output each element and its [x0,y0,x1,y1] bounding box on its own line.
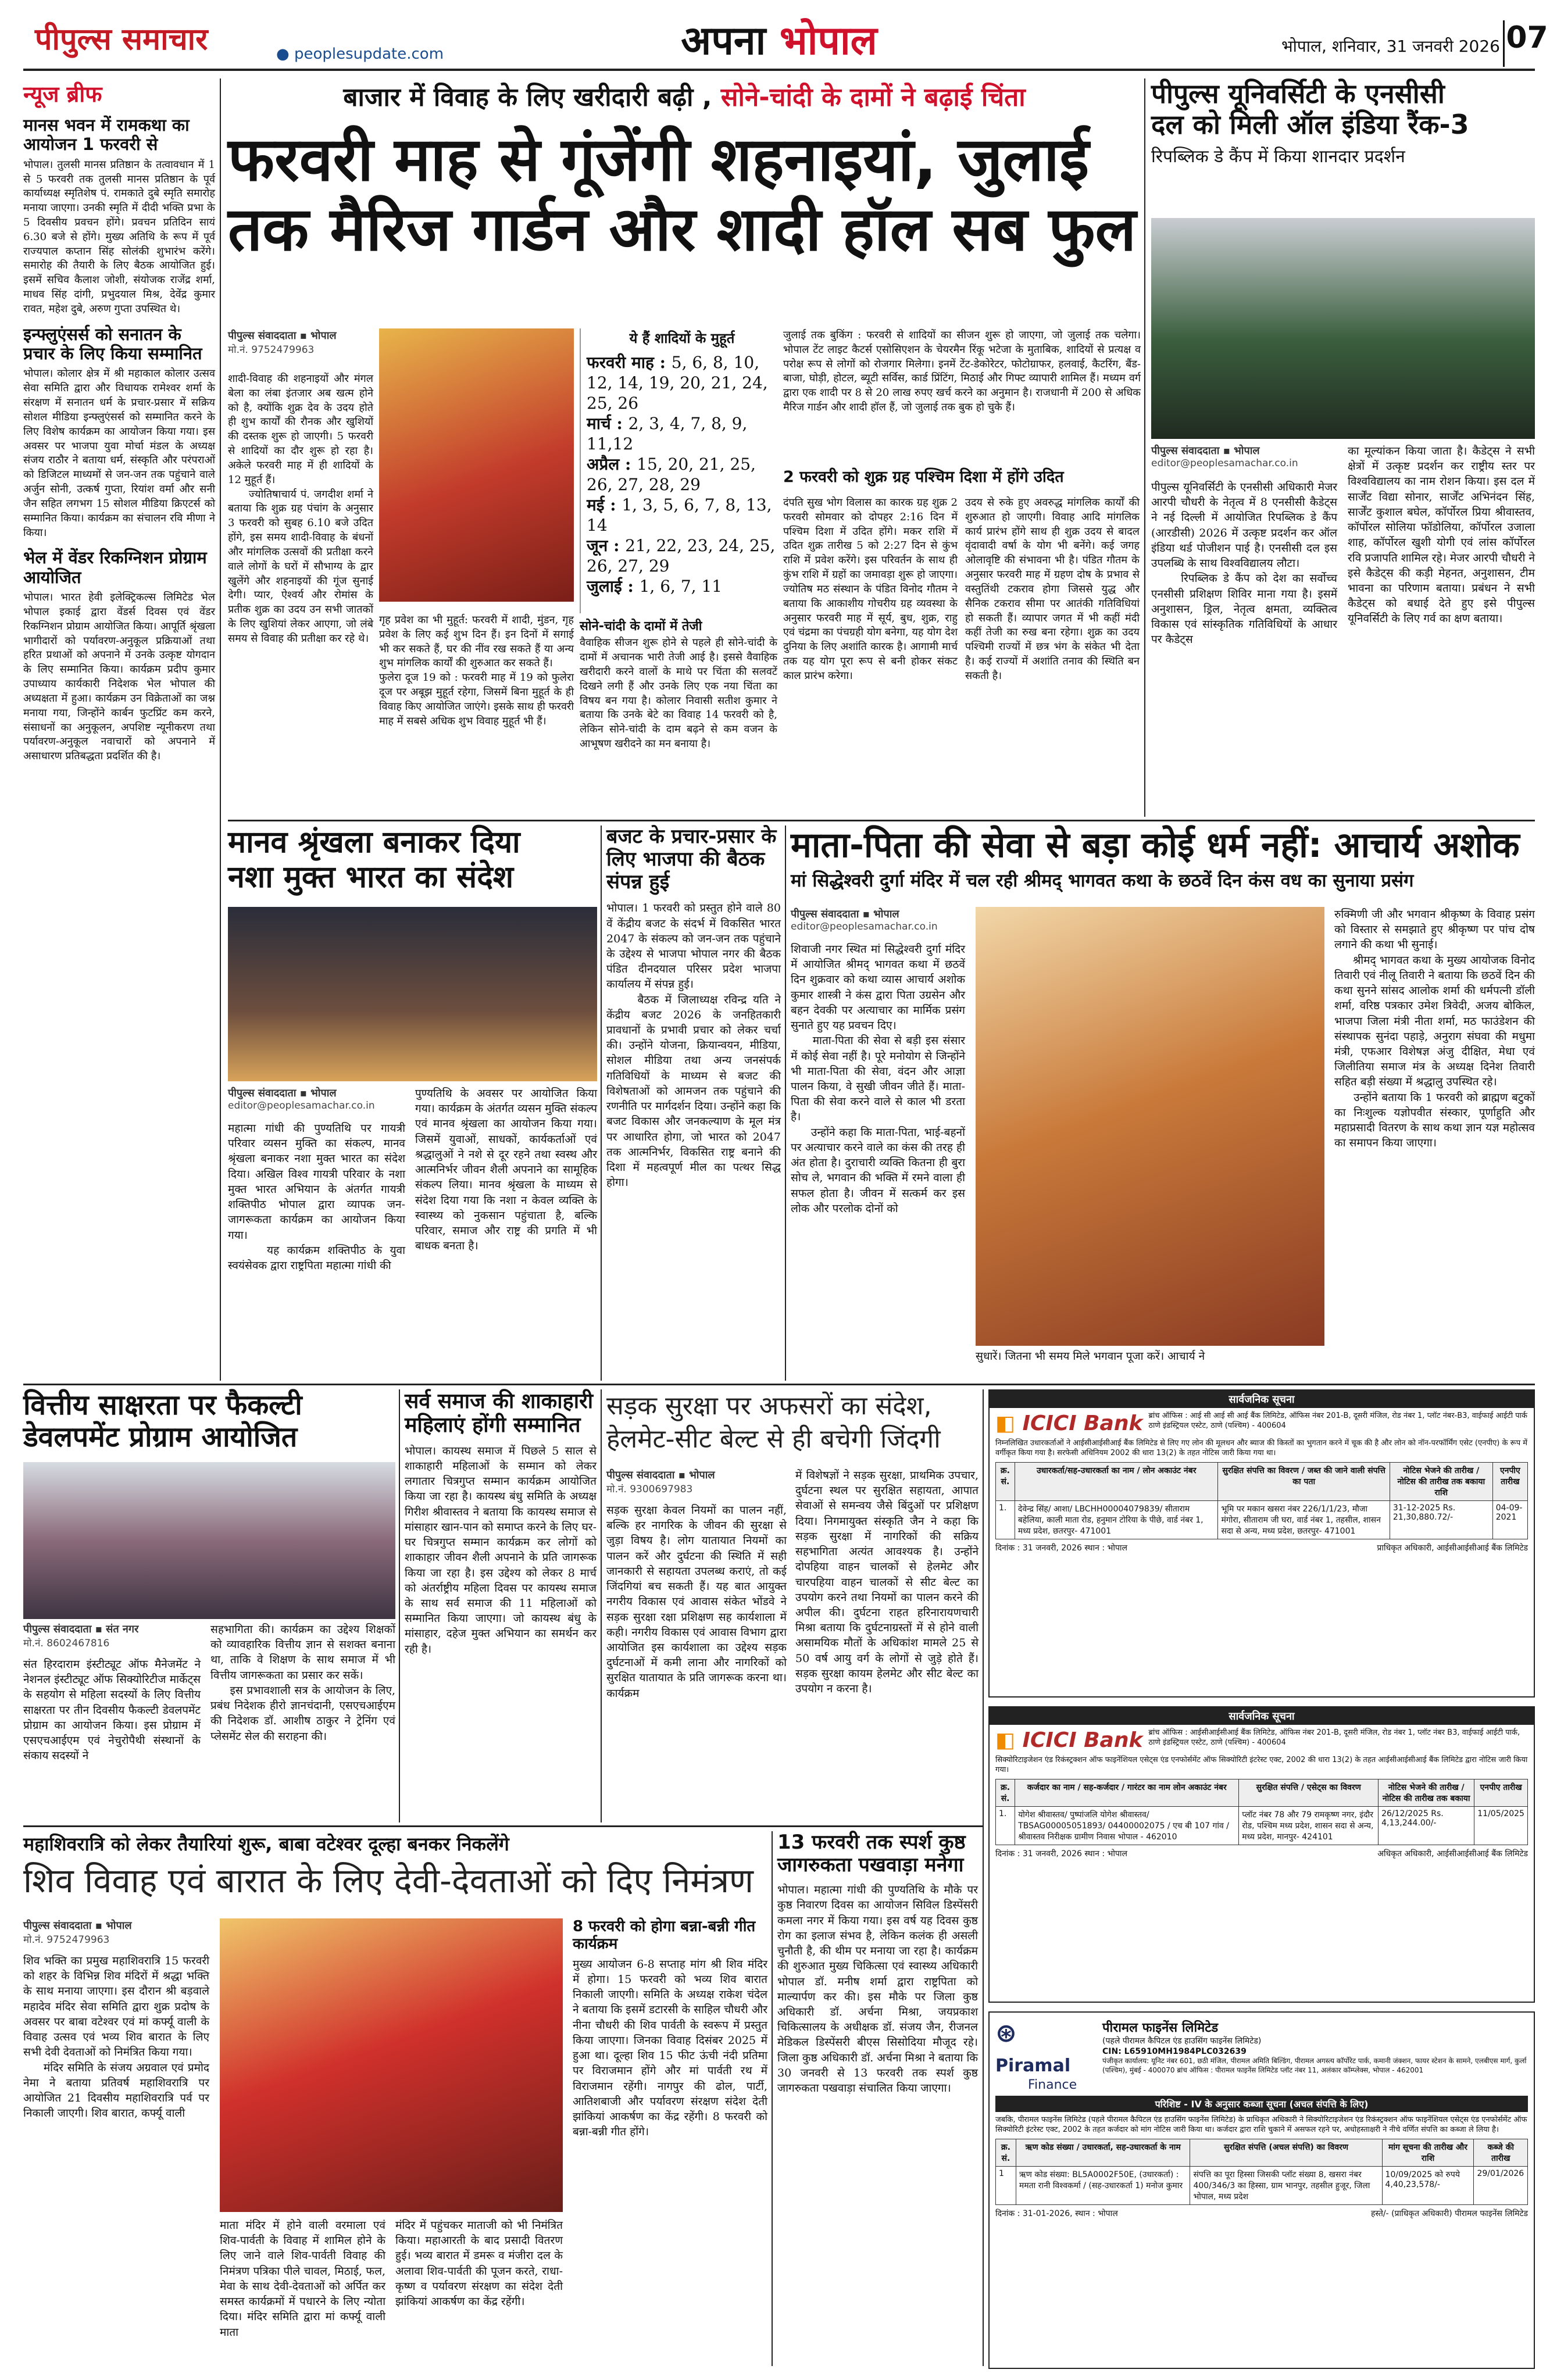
table-row [996,2166,1528,2204]
katha-col3: रुक्मिणी जी और भगवान श्रीकृष्ण के विवाह प्रसंग को विस्तार से समझाते हुए श्रीकृष्ण पर पांच दोष लगाने की कथा भी सुनाई। श्रीमद् भागवत कथा के मुख्य आयोजक विनोद तिवारी एवं नीलू तिवारी ने बताया कि छठवें दिन की कथा सुनने सांसद आलोक शर्मा की धर्मपत्नी डॉली शर्मा, वरिष्ठ पत्रकार उमेश त्रिवेदी, अजय बोकिल, भाजपा जिला मंत्री नीता शर्मा, मठ फाउंडेशन की संस्थापक सुनंदा पहाड़े, अनुराग संघवा की मधुमा मंत्री, एफआर विशेषज्ञ अंजु दीक्षित, मेधा एवं जिलीतिया समाज मंत्र के अध्यक्ष दिनेश तिवारी सहित बड़ी संख्या में श्रद्धालु उपस्थित रहे। उन्होंने बताया कि 1 फरवरी को ब्राह्मण बटुकों का निःशुल्क यज्ञोपवीत संस्कार, पूर्णाहुति और महाप्रसादी वितरण के साथ कथा ज्ञान यज्ञ महोत्सव का समापन किया जाएगा। [1334,908,1535,1150]
table-row [996,1806,1528,1845]
katha-photo [976,907,1324,1346]
page-number: 07 [1503,20,1549,67]
gold-section: सोने-चांदी के दामों में तेजी वैवाहिक सीजन शुरू होने से पहले ही सोने-चांदी के दामों में अचानक भारी तेजी आई है। इससे वैवाहिक खरीदारी करने वालों के माथे पर चिंता की सलवटें दिखने लगी हैं और उनके लिए एक नया चिंता का विषय बन गया है। कोलार निवासी सतीश कुमार ने बताया कि उनके बेटे का विवाह 14 फरवरी को है, लेकिन सोने-चांदी के दाम बढ़ने से कम वजन के आभूषण खरीदने का मन बनाया है। [580,619,781,751]
chain-divider [601,826,602,1381]
table-cell: 11/05/2025 [1474,1806,1528,1845]
katha-subhead: मां सिद्धेश्वरी दुर्गा मंदिर में चल रही श्रीमद् भागवत कथा के छठवें दिन कंस वध का सुनाया प्रसंग [791,870,1414,891]
icici-logo: ◧ ICICI Bank [995,1728,1143,1752]
table-cell: देवेन्द्र सिंह/ आशा/ LBCHH00004079839/ सीताराम बहेलिया, काली माता रोड, हनुमान टोरिया के पीछे, वार्ड नंबर 1, मध्य प्रदेश, छतरपुर- 471001 [1015,1500,1218,1539]
table-cell: 1. [996,1806,1015,1845]
chain-col2: पुण्यतिथि के अवसर पर आयोजित किया गया। कार्यक्रम के अंतर्गत व्यसन मुक्ति संकल्प एवं मानव श्रृंखला का आयोजन किया गया। जिसमें युवाओं, साधकों, कार्यकर्ताओं एवं श्रद्धालुओं ने नशे से दूर रहने तथा स्वस्थ और आत्मनिर्भर जीवन शैली अपनाने का सामूहिक संकल्प लिया। मानव श्रृंखला के माध्यम से संदेश दिया गया कि नशा न केवल व्यक्ति के स्वास्थ्य को नुकसान पहुंचाता है, बल्कि परिवार, समाज और राष्ट्र की प्रगति में भी बाधक बनता है। [415,1087,601,1253]
icici-notice-2: सार्वजनिक सूचना ◧ ICICI Bank ब्रांच ऑफिस : आईसीआईसीआई बैंक लिमिटेड, ऑफिस नंबर 201-B, दूसरी मंजिल, रोड नंबर 1, प्लॉट नंबर B3, वाईफाई आईटी पार्क, ठाणे इंडस्ट्रियल एस्टेट, ठाणे (पश्चिम) - 400604 सिक्योरिटाइजेशन एंड रिकंस्ट्रक्शन ऑफ फाइनेंशियल एसेट्स एंड एनफोर्समेंट ऑफ सिक्योरिटी इंटरेस्ट एक्ट, 2002 की धारा 13(2) के तहत आईसीआईसीआई बैंक लिमिटेड द्वारा नोटिस जारी किया गया। क्र. सं. कर्जदार का नाम / सह-कर्जदार / गारंटर का नाम लोन अकाउंट नंबर सुरक्षित संपत्ति / एसेट्स का विवरण नोटिस भेजने की तारीख / नोटिस की तारीख तक बकाया एनपीए तारीख 1. योगेश श्रीवास्तव/ पुष्पांजलि योगेश श्रीवास्तव/ TBSAG00005051893/ 04400002075 / एच बी 107 गांव / श्रीवास्तव निरीक्षक ग्रामीण निवास भोपाल - 462010 प्लॉट नंबर 78 और 79 रामकृष्ण नगर, इंदौर रोड, पश्चिम मध्य प्रदेश, शासन सदा से अन्य, मध्य प्रदेश, मानपुर- 424101 26/12/2025 Rs. 4,13,244.00/- 11/05/2025 दिनांक : 31 जनवरी, 2026 स्थान : भोपाल अधिकृत अधिकारी, आईसीआईसीआई बैंक लिमिटेड [988,1706,1535,2003]
women-story [405,1389,601,1822]
katha-headline: माता-पिता की सेवा से बड़ा कोई धर्म नहीं: आचार्य अशोक [791,825,1520,866]
table-cell: प्लॉट नंबर 78 और 79 रामकृष्ण नगर, इंदौर रोड, पश्चिम मध्य प्रदेश, शासन सदा से अन्य, मध्य प्रदेश, मानपुर- 424101 [1239,1806,1379,1845]
shiv-col1: शिव भक्ति का प्रमुख महाशिवरात्रि 15 फरवरी को शहर के विभिन्न शिव मंदिरों में श्रद्धा भक्ति के साथ मनाया जाएगा। इस दौरान श्री बड़वाले महादेव मंदिर सेवा समिति द्वारा शुक्र प्रदोष के अवसर पर बाबा वटेश्वर एवं मां कर्फ्यू वाली के विवाह उत्सव एवं भव्य शिव बारात के लिए सभी देवी देवताओं को निमंत्रित किया गया। मंदिर समिति के संजय अग्रवाल एवं प्रमोद नेमा ने बताया प्रतिवर्ष महाशिवरात्रि पर आयोजित 21 दिवसीय महाशिवरात्रि पर्व पर निकाली जाएगी। शिव बारात, कर्फ्यू वाली [23,1954,210,2120]
faculty-headline: वित्तीय साक्षरता पर फैकल्टी डेवलपमेंट प्रोग्राम आयोजित [23,1389,302,1454]
ncc-byline: पीपुल्स संवाददाता ▪ भोपाल editor@peoplesamachar.co.in [1151,445,1298,469]
table-header: क्र. सं. [996,1779,1015,1806]
row2-rule [23,1384,1535,1385]
table-cell: 26/12/2025 Rs. 4,13,244.00/- [1379,1806,1474,1845]
budget-story [606,826,781,1381]
table-header: सुरक्षित संपत्ति / एसेट्स का विवरण [1239,1779,1379,1806]
wedding-photo [379,328,574,602]
brief-item-1 [23,115,219,317]
road-col2: में विशेषज्ञों ने सड़क सुरक्षा, प्राथमिक उपचार, दुर्घटना स्थल पर सुरक्षित सहायता, आपात सेवाओं से समन्वय जैसे बिंदुओं पर प्रशिक्षण दिया। निगमायुक्त संस्कृति जैन ने कहा कि सड़क सुरक्षा में नागरिकों की सक्रिय सहभागिता अत्यंत आवश्यक है। उन्होंने दोपहिया वाहन चालकों से हेलमेट और चारपहिया वाहन चालकों से सीट बेल्ट का उपयोग करने तथा नियमों का पालन करने की अपील की। दुर्घटना राहत हरिनारायणचारी मिश्रा बताया कि दुर्घटनाग्रस्तों में से होने वाली असामयिक मौतों के अधिकांश मामले 25 से 50 वर्ष आयु वर्ग के लोगों से जुड़े होते हैं। सड़क सुरक्षा कायम हेलमेट और सीट बेल्ट का उपयोग न करना है। [795,1469,983,1696]
katha-story [791,826,1535,1381]
road-headline: सड़क सुरक्षा पर अफसरों का संदेश, हेलमेट-सीट बेल्ट से ही बचेगी जिंदगी [606,1391,941,1455]
table-cell: 1 [996,2166,1016,2204]
masthead [0,0,1557,70]
road-byline: पीपुल्स संवाददाता ▪ भोपाल मो.नं. 9300697983 [606,1469,715,1495]
section-title: अपना भोपाल [681,18,877,64]
table-header: नोटिस भेजने की तारीख / नोटिस की तारीख तक बकाया राशि [1390,1462,1492,1500]
notice-title: सार्वजनिक सूचना [990,1391,1534,1408]
table-header: कब्जे की तारीख [1474,2139,1528,2166]
globe-icon: ● [276,45,294,63]
muhurat-row: अप्रैल : 15, 20, 21, 25, 26, 27, 28, 29 [587,455,756,494]
ncc-subhead: रिपब्लिक डे कैंप में किया शानदार प्रदर्शन [1151,146,1405,167]
shivratri-story [23,1831,772,2372]
faculty-divider [399,1389,400,1822]
muhurat-row: जुलाई : 1, 6, 7, 11 [587,577,723,596]
road-divider [983,1389,984,2366]
muhurat-box [580,328,777,613]
shiv-photo [220,1918,563,2212]
icici-logo: ◧ ICICI Bank [995,1411,1143,1435]
table-header: नोटिस भेजने की तारीख / नोटिस की तारीख तक बकाया [1379,1779,1474,1806]
shiv-col2: माता मंदिर में होने वाली वरमाला एवं शिव-पार्वती के विवाह में शामिल होने के लिए जाने वाले शिव-पार्वती विवाह की निमंत्रण पत्रिका पीले चावल, मिठाई, फल, मेवा के साथ देवी-देवताओं को अर्पित कर समस्त कार्यक्रमों में पधारने के लिए न्योता दिया। मंदिर समिति द्वारा मां कर्फ्यू वाली माता [220,2219,390,2339]
table-cell: 31-12-2025 Rs. 21,30,880.72/- [1390,1500,1492,1539]
brief-body: भोपाल। भारत हेवी इलेक्ट्रिकल्स लिमिटेड भेल भोपाल इकाई द्वारा वेंडर्स दिवस एवं वेंडर रिकग्निशन प्रोग्राम आयोजित किया। आपूर्ति श्रृंखला भागीदारों को पर्यावरण-अनुकूल प्रक्रियाओं तथा हरित प्रथाओं को अपनाने में उनके उत्कृष्ट योगदान के लिए सम्मानित किया। कार्यक्रम प्रदीप कुमार उपाध्याय कार्यकारी निदेशक भेल भोपाल की अध्यक्षता में हुआ। कार्यक्रम उन विक्रेताओं का जश्न मनाया गया, जिन्होंने कार्बन फुटप्रिंट कम करने, संसाधनों का अनुकूलन, अपशिष्ट न्यूनीकरण तथा पर्यावरण-अनुकूल नवाचारों को अपनाने में असाधारण प्रतिबद्धता प्रदर्शित की है। [23,591,219,763]
lead-col1: शादी-विवाह की शहनाइयों और मंगल बेला का लंबा इंतजार अब खत्म होने को है, क्योंकि शुक्र देव के उदय होते ही शुभ कार्यों की रौनक और खुशियों की दस्तक शुरू हो जाएगी। 5 फरवरी से शादियों का दौर शुरू हो रहा है। अकेले फरवरी माह में ही शादियों के 12 मुहूर्त हैं। ज्योतिषाचार्य पं. जगदीश शर्मा ने बताया कि शुक्र ग्रह पंचांग के अनुसार 3 फरवरी को सुबह 6.10 बजे उदित होंगे, इस समय शादी-विवाह के बंधनों और मांगलिक उत्सवों की प्रतीक्षा करने वाले लोगों के घरों में सौभाग्य के द्वार खुलेंगे और शहनाइयों की गूंज सुनाई देगी। प्यार, ऐश्वर्य और रोमांस के प्रतीक शुक्र का उदय उन सभी जातकों के लिए खुशियां लेकर आएगा, जो लंबे समय से विवाह की प्रतीक्षा कर रहे थे। [228,373,374,645]
table-cell: भूमि पर मकान खसरा नंबर 226/1/1/23, मौजा मंगोरा, सीताराम जी घरा, वार्ड नंबर 1, तहसील, शासन सदा से अन्य, मध्य प्रदेश, छतरपुर- 471001 [1218,1500,1390,1539]
table-cell: 29/01/2026 [1474,2166,1528,2204]
brief-item-2 [23,324,219,541]
brief-title: मानस भवन में रामकथा का आयोजन 1 फरवरी से [23,115,190,155]
women-body: भोपाल। कायस्थ समाज में पिछले 5 साल से शाकाहारी महिलाओं के सम्मान को लेकर लगातार चित्रगुप्त सम्मान कार्यक्रम आयोजित किया जा रहा है। कायस्थ बंधु समिति के अध्यक्ष गिरीश श्रीवास्तव ने बताया कि कायस्थ समाज से मांसाहार खान-पान को समाप्त करने के लिए घर-घर चित्रगुप्त सम्मान कार्यक्रम कर लोगों को शाकाहार जीवन शैली अपनाने के प्रति जागरूक किया जा रहा है। इस उद्देश्य को लेकर 8 मार्च को अंतर्राष्ट्रीय महिला दिवस पर कायस्थ समाज के साथ सर्व समाज की 11 महिलाओं को सम्मानित किया जाएगा। जो कायस्थ बंधु के मांसाहार, दहेज मुक्त अभियान का समर्थन कर रही है। [405,1444,601,1656]
brief-title: भेल में वेंडर रिकग्निशन प्रोग्राम आयोजित [23,548,207,587]
table-header: उधारकर्ता/सह-उधारकर्ता का नाम / लोन अकाउंट नंबर [1015,1462,1218,1500]
table-header: क्र. सं. [996,2139,1016,2166]
shivratri-kicker: महाशिवरात्रि को लेकर तैयारियां शुरू, बाबा वटेश्वर दूल्हा बनकर निकलेंगे [23,1833,509,1855]
table-row [996,1500,1528,1539]
lead-subhead: 2 फरवरी को शुक्र ग्रह पश्चिम दिशा में होंगे उदित [783,468,1064,486]
chain-photo [228,907,597,1081]
leprosy-story [777,1831,982,2366]
notice-table [995,1462,1528,1539]
shivratri-headline: शिव विवाह एवं बारात के लिए देवी-देवताओं को दिए निमंत्रण [23,1861,753,1900]
lead-story [228,78,1144,817]
shiv-col3: 8 फरवरी को होगा बन्ना-बन्नी गीत कार्यक्रम मुख्य आयोजन 6-8 सप्ताह मांग श्री शिव मंदिर में होगा। 15 फरवरी को भव्य शिव बारात निकाली जाएगी। समिति के अध्यक्ष राकेश चंदेल ने बताया कि इसमें डटारसी के साहिल चौधरी और नीना चौधरी की शिव पार्वती के स्वरूप में प्रस्तुत किया जाएगा। जिनका विवाह दिसंबर 2025 में हुआ था। दूल्हा शिव 15 फीट ऊंची नंदी प्रतिमा पर विराजमान होंगे और मां पार्वती रथ में विराजमान रहेंगी। नागपुर की ढोल, पार्टी, आतिशबाजी और पर्यावरण संरक्षण संदेश देती झांकियां आकर्षण का केंद्र रहेंगी। 8 फरवरी को बन्ना-बन्नी गीत होंगे। [573,1918,772,2139]
masthead-rule [23,69,1535,71]
brief-item-3 [23,548,219,764]
table-cell: ऋण कोड संख्या: BL5A0002F50E, (उधारकर्ता) : ममता रानी विश्वकर्मा / (सह-उधारकर्ता 1) मनोज कुमार [1016,2166,1190,2204]
piramal-notice: ⊛ Piramal Finance पीरामल फाइनेंस लिमिटेड (पहले पीरामल कैपिटल एंड हाउसिंग फाइनेंस लिमिटेड) CIN: L65910MH1984PLC032639 पंजीकृत कार्यालय: यूनिट नंबर 601, छठी मंजिल, पीरामल अमिति बिल्डिंग, पीरामल अगस्त्य कॉर्पोरेट पार्क, कमानी जंक्शन, फायर स्टेशन के सामने, एलबीएस मार्ग, कुर्ला (पश्चिम), मुंबई - 400070 ब्रांच ऑफिस : पीरामल फाइनेंस लिमिटेड प्लॉट नंबर 11, अलंकार कॉम्प्लेक्स, भोपाल - 462001 परिशिष्ट - IV के अनुसार कब्जा सूचना (अचल संपत्ति के लिए) जबकि, पीरामल फाइनेंस लिमिटेड (पहले पीरामल कैपिटल एंड हाउसिंग फाइनेंस लिमिटेड) के प्राधिकृत अधिकारी ने सिक्योरिटाइजेशन एंड रिकंस्ट्रक्शन ऑफ फाइनेंशियल एसेट्स एंड एनफोर्समेंट ऑफ सिक्योरिटी इंटरेस्ट एक्ट, 2002 के तहत कर्जदार को मांग नोटिस जारी किया था। कर्जदार द्वारा राशि चुकाने में असफल रहने पर, अधोहस्ताक्षरी ने नीचे वर्णित संपत्ति का कब्जा ले लिया है। क्र. सं. ऋण कोड संख्या / उधारकर्ता, सह-उधारकर्ता के नाम सुरक्षित संपत्ति (अचल संपत्ति) का विवरण मांग सूचना की तारीख और राशि कब्जे की तारीख 1 ऋण कोड संख्या: BL5A0002F50E, (उधारकर्ता) : ममता रानी विश्वकर्मा / (सह-उधारकर्ता 1) मनोज कुमार संपत्ति का पूरा हिस्सा जिसकी प्लॉट संख्या 8, खसरा नंबर 400/346/3 का हिस्सा, ग्राम भानपुर, तहसील हुजूर, जिला भोपाल, मध्य प्रदेश 10/09/2025 को रुपये 4,40,23,578/- 29/01/2026 दिनांक : 31-01-2026, स्थान : भोपाल हस्ते/- (प्राधिकृत अधिकारी) पीरामल फाइनेंस लिमिटेड [988,2011,1535,2369]
katha-col1: शिवाजी नगर स्थित मां सिद्धेश्वरी दुर्गा मंदिर में आयोजित श्रीमद् भागवत कथा में छठवें दिन शुक्रवार को कथा व्यास आचार्य अशोक कुमार शास्त्री ने कंस द्वारा पिता उग्रसेन और बहन देवकी पर अत्याचार का मार्मिक प्रसंग सुनाते हुए यह प्रवचन दिए। माता-पिता की सेवा से बड़ी इस संसार में कोई सेवा नहीं है। पूरे मनोयोग से जिन्होंने भी माता-पिता की सेवा, वंदन और आज्ञा पालन किया, वे सुखी जीवन जीते हैं। माता-पिता की सेवा करने वाले से काल भी डरता है। उन्होंने कहा कि माता-पिता, भाई-बहनों पर अत्याचार करने वाले का कंस की तरह ही अंत होता है। दुराचारी व्यक्ति कितना ही बुरा सोच ले, भगवान की भक्ति में रमने वाला ही सफल होता है। जीवन में सत्कर्म कर इस लोक और परलोक दोनों को [791,943,966,1215]
lead-col4: जुलाई तक बुकिंग : फरवरी से शादियों का सीजन शुरू हो जाएगा, जो जुलाई तक चलेगा। भोपाल टेंट लाइट कैटर्स एसोसिएशन के चेयरमैन रिंकू भटेजा के मुताबिक, शादियों से प्रत्यक्ष व परोक्ष रूप से लोगों को रोजगार मिलेगा। इनमें टेंट-डेकोरेटर, फोटोग्राफर, हलवाई, कैटरिंग, बैंड-बाजा, घोड़ी, होटल, ब्यूटी सर्विस, कार्ड प्रिंटिंग, मिठाई और गिफ्ट व्यापारी शामिल हैं। मध्यम वर्ग द्वारा एक शादी पर 8 से 20 लाख रुपए खर्च करने का अनुमान है। राजधानी में 200 से अधिक मैरिज गार्डन और शादी हॉल हैं, जो जुलाई तक बुक हो चुके हैं। [783,329,1144,414]
logo-text: पीपुल्स समाचार [35,22,208,57]
notice-table [995,2139,1528,2205]
leprosy-body: भोपाल। महात्मा गांधी की पुण्यतिथि के मौके पर कुष्ठ निवारण दिवस का आयोजन सिविल डिस्पेंसरी कमला नगर में किया गया। इस वर्ष यह दिवस कुष्ठ रोग का इलाज संभव है, लेकिन कलंक ही असली चुनौती है, की थीम पर मनाया जा रहा है। कार्यक्रम की शुरुआत मुख्य चिकित्सा एवं स्वास्थ्य अधिकारी भोपाल डॉ. मनीष शर्मा द्वारा राष्ट्रपिता को माल्यार्पण कर की। इस मौके पर जिला कुष्ठ अधिकारी डॉ. अर्चना मिश्रा, जयप्रकाश चिकित्सालय के अधीक्षक डॉ. संजय जैन, रीजनल मेडिकल डिस्पेंसरी बीएस सिसोदिया मौजूद रहे। जिला कुष्ठ अधिकारी डॉ. अर्चना मिश्रा ने बताया कि 30 जनवरी से 13 फरवरी तक स्पर्श कुष्ठ जागरुकता पखवाड़ा संचालित किया जाएगा। [777,1884,982,2095]
table-cell: 04-09-2021 [1492,1500,1527,1539]
brief-body: भोपाल। कोलार क्षेत्र में श्री महाकाल कोलार उत्सव सेवा समिति द्वारा और विधायक रामेश्वर शर्मा के संरक्षण में सनातन धर्म के प्रचार-प्रसार में सक्रिय सोशल मीडिया इन्फ्लुएंसर्स को सम्मानित करने के लिए विशेष कार्यक्रम का आयोजन किया गया। इस अवसर पर भाजपा युवा मोर्चा मंडल के अध्यक्ष संजय राठौर ने बताया धर्म, संस्कृति और परंपराओं को डिजिटल माध्यमों से जन-जन तक पहुंचाने वाले अर्जुन सोनी, उत्कर्ष गुप्ता, रियांश वर्मा और सनी जैन सहित लगभग 15 सोशल मीडिया क्रिएटर्स को सम्मानित किया। कार्यक्रम का संचालन रवि मीणा ने किया। [23,367,219,539]
brief-divider [220,78,221,1381]
women-divider [601,1389,602,1822]
women-headline: सर्व समाज की शाकाहारी महिलाएं होंगी सम्मानित [405,1389,594,1438]
masthead-logo [35,17,279,64]
ncc-col2: का मूल्यांकन किया जाता है। कैडेट्स ने सभी क्षेत्रों में उत्कृष्ट प्रदर्शन कर राष्ट्रीय स्तर पर विश्वविद्यालय का नाम रोशन किया। इस दल में सार्जेंट विद्या सोनार, सार्जेंट अभिनंदन सिंह, सार्जेंट कुशाल बघेल, कॉर्पोरल प्रिया श्रीवास्तव, कॉर्पोरल सोलिया फॉडोलिया, कॉर्पोरल उजाला शाह, कॉर्पोरल खुशी योगी एवं लांस कॉर्पोरल रवि प्रजापति शामिल रहे। मेजर आरपी चौधरी ने इसे कैडेट्स की कड़ी मेहनत, अनुशासन, टीम भावना का परिणाम बताया। प्रबंधन ने सभी कैडेट्स को बधाई देते हुए इसे पीपुल्स यूनिवर्सिटी के लिए गर्व का क्षण बताया। [1348,445,1539,626]
faculty-story [23,1389,395,1822]
table-header: मांग सूचना की तारीख और राशि [1382,2139,1474,2166]
lead-col4b: दंपति सुख भोग विलास का कारक ग्रह शुक्र 2 फरवरी सोमवार को दोपहर 2:16 दिन में पश्चिम दिशा में उदित होंगे। मकर राशि में उदित शुक्र तारीख 5 को 2:27 दिन से कुंभ राशि में प्रवेश करेंगे। इस परिवर्तन के साथ ही कुंभ राशि में ग्रहों का जमावड़ा शुरू हो जाएगा। ज्योतिष मठ संस्थान के पंडित विनोद गौतम ने बताया कि आकाशीय गोचरीय ग्रह व्यवस्था के अनुसार फरवरी माह में सूर्य, बुध, शुक्र, राहु एवं चंद्रमा का पंचग्रही योग बनेगा, यह योग देश दुनिया के लिए अशांति कारक है। आगामी मार्च तक यह योग पूरा रूप से बनी होकर संकट काल प्रारंभ करेगा। [783,496,961,682]
lead-kicker: बाजार में विवाह के लिए खरीदारी बढ़ी , सोने-चांदी के दामों ने बढ़ाई चिंता [343,83,1026,112]
shiv-divider [772,1831,773,2366]
chain-story [228,825,601,1381]
website-link[interactable]: ● peoplesupdate.com [276,45,444,63]
faculty-photo [23,1462,395,1619]
table-header: ऋण कोड संख्या / उधारकर्ता, सह-उधारकर्ता के नाम [1016,2139,1190,2166]
dateline: भोपाल, शनिवार, 31 जनवरी 2026 [1281,37,1500,56]
muhurat-title: ये हैं शादियों के मुहूर्त [629,330,735,346]
ncc-story [1151,78,1539,817]
table-header: क्र. सं. [996,1462,1015,1500]
table-cell: 10/09/2025 को रुपये 4,40,23,578/- [1382,2166,1474,2204]
notice-title: सार्वजनिक सूचना [990,1707,1534,1725]
faculty-byline: पीपुल्स संवाददाता ▪ संत नगर मो.नं. 8602467816 [23,1623,139,1649]
lead-col2a: गृह प्रवेश का भी मुहूर्त: फरवरी में शादी, मुंडन, गृह प्रवेश के लिए कई शुभ दिन हैं। इन दिनों में सगाई भी कर सकते हैं, घर की नींव रख सकते हैं या अन्य शुभ मांगलिक कार्यों की शुरुआत कर सकते हैं। फुलेरा दूज 19 को : फरवरी माह में 19 को फुलेरा दूज पर अबूझ मुहूर्त रहेगा, जिसमें बिना मुहूर्त के ही विवाह किए आयोजित जाएंगे। इसके साथ ही फरवरी माह में सबसे अधिक शुभ विवाह मुहूर्त भी हैं। [379,614,574,727]
ncc-col1: पीपुल्स यूनिवर्सिटी के एनसीसी अधिकारी मेजर आरपी चौधरी के नेतृत्व में 8 एनसीसी कैडेट्स ने नई दिल्ली में आयोजित रिपब्लिक डे कैंप (आरडीसी) 2026 में उत्कृष्ट प्रदर्शन कर ऑल इंडिया थर्ड पोजीशन पाई है। एनसीसी दल इस उपलब्धि के साथ विश्वविद्यालय लौटा। रिपब्लिक डे कैंप को देश का सर्वोच्च एनसीसी प्रशिक्षण शिविर माना गया है। इसमें अनुशासन, ड्रिल, नेतृत्व क्षमता, व्यक्तित्व विकास एवं सांस्कृतिक गतिविधियों के आधार पर कैडेट्स [1151,481,1338,646]
lead-byline: पीपुल्स संवाददाता ▪ भोपाल मो.नं. 9752479963 [228,330,337,356]
table-header: एनपीए तारीख [1474,1779,1528,1806]
muhurat-row: फरवरी माह : 5, 6, 8, 10, 12, 14, 19, 20, 21, 24, 25, 26 [587,353,768,413]
muhurat-row: मई : 1, 3, 5, 6, 7, 8, 13, 14 [587,495,772,535]
table-header: सुरक्षित संपत्ति (अचल संपत्ति) का विवरण [1190,2139,1382,2166]
muhurat-list [587,352,777,596]
piramal-icon: ⊛ Piramal [995,2018,1071,2076]
chain-byline: पीपुल्स संवाददाता ▪ भोपाल editor@peoplesamachar.co.in [228,1087,375,1112]
faculty-col1: संत हिरदाराम इंस्टीट्यूट ऑफ मैनेजमेंट ने नेशनल इंस्टीट्यूट ऑफ सिक्योरिटीज मार्केट्स के सहयोग से महिला सदस्यों के लिए वित्तीय साक्षरता पर तीन दिवसीय फैकल्टी डेवलपमेंट प्रोग्राम का आयोजन किया। इस प्रोग्राम में एसएचआईएम एवं नेचुरोपैथी संस्थानों के संकाय सदस्यों ने [23,1658,205,1763]
chain-col1: महात्मा गांधी की पुण्यतिथि पर गायत्री परिवार व्यसन मुक्ति का संकल्प, मानव श्रृंखला बनाकर नशा मुक्त भारत का संदेश दिया। अखिल विश्व गायत्री परिवार के नशा मुक्त भारत अभियान के अंतर्गत गायत्री शक्तिपीठ भोपाल द्वारा व्यापक जन-जागरूकता कार्यक्रम का आयोजन किया गया। यह कार्यक्रम शक्तिपीठ के युवा स्वयंसेवक द्वारा राष्ट्रपिता महात्मा गांधी की [228,1122,405,1272]
table-header: कर्जदार का नाम / सह-कर्जदार / गारंटर का नाम लोन अकाउंट नंबर [1015,1779,1239,1806]
chain-headline: मानव श्रृंखला बनाकर दिया नशा मुक्त भारत का संदेश [228,825,520,895]
lead-divider [1144,78,1145,817]
leprosy-headline: 13 फरवरी तक स्पर्श कुष्ठ जागरुकता पखवाड़ा मनेगा [777,1831,966,1877]
budget-body: भोपाल। 1 फरवरी को प्रस्तुत होने वाले 80 वें केंद्रीय बजट के संदर्भ में विकसित भारत 2047 के संकल्प को जन-जन तक पहुंचाने के उद्देश्य से भाजपा भोपाल नगर की बैठक पंडित दीनदयाल परिसर प्रदेश भाजपा कार्यालय में संपन्न हुई। बैठक में जिलाध्यक्ष रविन्द्र यति ने केंद्रीय बजट 2026 के जनहितकारी प्रावधानों के प्रभावी प्रचार को लेकर चर्चा की। उन्होंने योजना, क्रियान्वयन, मीडिया, सोशल मीडिया तथा अन्य जनसंपर्क गतिविधियों के माध्यम से बजट की विशेषताओं को आमजन तक पहुंचाने की रणनीति पर मार्गदर्शन दिया। उन्होंने कहा कि बजट विकास और जनकल्याण के मूल मंत्र पर आधारित होगा, जो भारत को 2047 तक आत्मनिर्भर, विकसित राष्ट्र बनाने की दिशा में महत्वपूर्ण मील का पत्थर सिद्ध होगा। [606,902,781,1189]
shiv-col4: मंदिर में पहुंचकर माताजी को भी निमंत्रित किया। महाआरती के बाद प्रसादी वितरण हुई। भव्य बारात में डमरू व मंजीरा दल के अलावा शिव-पार्वती की पूजन करते, राधा-कृष्ण व पर्यावरण संरक्षण का संदेश देती झांकियां आकर्षण का केंद्र रहेंगी। [395,2219,567,2308]
lead-col4c: उदय से रुके हुए अवरुद्ध मांगलिक कार्यों की शुरुआत हो जाएगी। विवाह आदि मांगलिक कार्य प्रारंभ होंगे साथ ही शुक्र उदय से बादल वृंदावादी वर्षा के योग भी बनेंगे। कई जगह ओलावृष्टि की संभावना भी है। पंडित गौतम के अनुसार फरवरी माह में ग्रहण दोष के प्रभाव से वस्तुतिंथी टकराव होगा जिससे युद्ध और सैनिक टकराव सीमा पर आतंकी गतिविधियां हो सकती हैं। व्यापार जगत में भी कहीं मंदी कहीं तेजी का रुख बना रहेगा। शुक्र का उदय पश्चिमी राज्यों में छत्र भंग के संकेत भी देता है। कई राज्यों में अशांति तनाव की स्थिति बन सकती है। [965,496,1143,682]
icici-icon: ◧ [995,1728,1016,1752]
brief-label: न्यूज ब्रीफ [23,81,102,107]
row3-rule [23,1825,983,1827]
ncc-photo [1151,218,1535,439]
katha-byline: पीपुल्स संवाददाता ▪ भोपाल editor@peoplesamachar.co.in [791,908,938,932]
table-cell: 1. [996,1500,1015,1539]
muhurat-row: मार्च : 2, 3, 4, 7, 8, 9, 11,12 [587,414,748,453]
table-cell: योगेश श्रीवास्तव/ पुष्पांजलि योगेश श्रीवास्तव/ TBSAG00005051893/ 04400002075 / एच बी 107 गांव / श्रीवास्तव निरीक्षक ग्रामीण निवास भोपाल - 462010 [1015,1806,1239,1845]
shiv-byline: पीपुल्स संवाददाता ▪ भोपाल मो.नं. 9752479963 [23,1920,132,1946]
brief-body: भोपाल। तुलसी मानस प्रतिष्ठान के तत्वावधान में 1 से 5 फरवरी तक तुलसी मानस प्रतिष्ठान के पूर्व कार्याध्यक्ष स्मृतिशेष पं. रामकाते दुबे स्मृति समारोह मनाया जाएगा। उनकी स्मृति में दीदी भक्ति प्रभा के 5 दिवसीय प्रवचन होंगे। प्रवचन प्रतिदिन सायं 6.30 बजे से होंगे। मुख्य अतिथि के रूप में पूर्व राज्यपाल कप्तान सिंह सोलंकी शुभारंभ करेंगे। समारोह की तैयारी के लिए बैठक आयोजित हुई। इसमें सचिव कैलाश जोशी, संयोजक राजेंद्र शर्मा, माधव सिंह दांगी, प्रभुदयाल मिश्र, देवेंद्र कुमार रावत, महेश दुबे, अरुण गुप्ता उपस्थित थे। [23,158,219,315]
katha-col2: सुधारें। जितना भी समय मिले भगवान पूजा करें। आचार्य ने [976,1350,1205,1363]
table-cell: संपत्ति का पूरा हिस्सा जिसकी प्लॉट संख्या 8, खसरा नंबर 400/346/3 का हिस्सा, ग्राम भानपुर, तहसील हुजूर, जिला भोपाल, मध्य प्रदेश [1190,2166,1382,2204]
row1-rule [228,820,1535,821]
icici-notice-1: सार्वजनिक सूचना ◧ ICICI Bank ब्रांच ऑफिस : आई सी आई सी आई बैंक लिमिटेड, ऑफिस नंबर 201-B, दूसरी मंजिल, रोड नंबर 1, प्लॉट नंबर-B3, वाईफाई आईटी पार्क ठाणे इंडस्ट्रियल एस्टेट, ठाणे (पश्चिम) - 400604 निम्नलिखित उधारकर्ताओं ने आईसीआईसीआई बैंक लिमिटेड से लिए गए लोन की मूलधन और ब्याज की किस्तों का भुगतान करने में चूक की है और लोन को नॉन-परफॉर्मिंग एसेट (एनपीए) के रूप में वर्गीकृत किया गया है। सरफेसी अधिनियम 2002 की धारा 13(2) के तहत नोटिस जारी किया गया था। क्र. सं. उधारकर्ता/सह-उधारकर्ता का नाम / लोन अकाउंट नंबर सुरक्षित संपत्ति का विवरण / जब्त की जाने वाली संपत्ति का पता नोटिस भेजने की तारीख / नोटिस की तारीख तक बकाया राशि एनपीए तारीख 1. देवेन्द्र सिंह/ आशा/ LBCHH00004079839/ सीताराम बहेलिया, काली माता रोड, हनुमान टोरिया के पीछे, वार्ड नंबर 1, मध्य प्रदेश, छतरपुर- 471001 भूमि पर मकान खसरा नंबर 226/1/1/23, मौजा मंगोरा, सीताराम जी घरा, वार्ड नंबर 1, तहसील, शासन सदा से अन्य, मध्य प्रदेश, छतरपुर- 471001 31-12-2025 Rs. 21,30,880.72/- 04-09-2021 दिनांक : 31 जनवरी, 2026 स्थान : भोपाल प्राधिकृत अधिकारी, आईसीआईसीआई बैंक लिमिटेड [988,1389,1535,1698]
muhurat-row: जून : 21, 22, 23, 24, 25, 26, 27, 29 [587,536,776,576]
road-story [606,1389,983,1822]
budget-headline: बजट के प्रचार-प्रसार के लिए भाजपा की बैठक संपन्न हुई [606,825,777,894]
lead-headline: फरवरी माह से गूंजेंगी शहनाइयां, जुलाई तक मैरिज गार्डन और शादी हॉल सब फुल [228,124,1137,265]
table-header: एनपीए तारीख [1492,1462,1527,1500]
faculty-col2: सहभागिता की। कार्यक्रम का उद्देश्य शिक्षकों को व्यावहारिक वित्तीय ज्ञान से सशक्त बनाना था, ताकि वे शिक्षण के साथ समाज में भी वित्तीय जागरूकता का प्रसार कर सकें। इस प्रभावशाली सत्र के आयोजन के लिए, प्रबंध निदेशक हीरो ज्ञानचंदानी, एसएचआईएम की निदेशक डॉ. आशीष ठाकुर ने ट्रेनिंग एवं प्लेसमेंट सेल की सराहना की। [210,1623,395,1743]
brief-title: इन्फ्लुएंसर्स को सनातन के प्रचार के लिए किया सम्मानित [23,324,202,364]
icici-icon: ◧ [995,1411,1016,1435]
notice-table [995,1779,1528,1845]
ncc-headline: पीपुल्स यूनिवर्सिटी के एनसीसी दल को मिली ऑल इंडिया रैंक-3 [1151,78,1469,140]
news-brief-column [23,78,219,1381]
table-header: सुरक्षित संपत्ति का विवरण / जब्त की जाने वाली संपत्ति का पता [1218,1462,1390,1500]
piramal-logo: ⊛ Piramal Finance [995,2018,1094,2092]
budget-divider [785,826,786,1381]
road-col1: सड़क सुरक्षा केवल नियमों का पालन नहीं, बल्कि हर नागरिक के जीवन की सुरक्षा से जुड़ा विषय है। लोग यातायात नियमों का पालन करें और दुर्घटना की स्थिति में सही जानकारी से सहायता उपलब्ध कराएं, तो कई जिंदगियां बच सकती हैं। यह बात आयुक्त नगरीय विकास एवं आवास संकेत भोंडवे ने सड़क सुरक्षा रक्षा प्रशिक्षण सह कार्यशाला में कही। नगरीय विकास एवं आवास विभाग द्वारा आयोजित इस कार्यशाला का उद्देश्य सड़क दुर्घटनाओं में कमी लाना और नागरिकों को सुरक्षित यातायात के प्रति जागरूक करना था। कार्यक्रम [606,1504,791,1700]
